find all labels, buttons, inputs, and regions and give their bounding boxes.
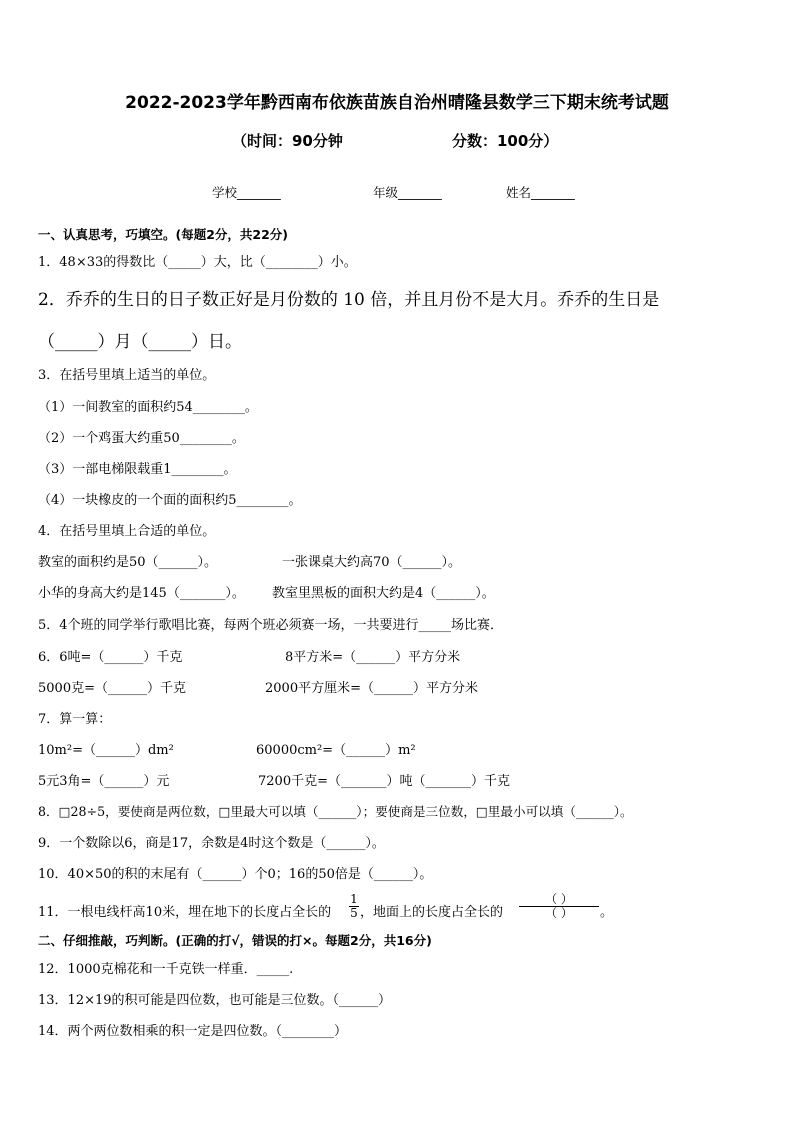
question-7-1: 10m²=（______）dm² (38, 743, 174, 758)
fraction-one-fifth (349, 893, 359, 920)
question-13: 13．12×19的积可能是四位数，也可能是三位数。（______） (38, 993, 392, 1008)
question-3: 3．在括号里填上适当的单位。 (38, 368, 216, 383)
page-title: 2022-2023学年黔西南布依族苗族自治州晴隆县数学三下期末统考试题 (125, 93, 669, 113)
school-field: 学校_______ (212, 185, 281, 200)
fraction-denominator: 5 (350, 906, 358, 920)
question-10: 10．40×50的积的末尾有（______）个0；16的50倍是（______）。 (38, 867, 433, 882)
question-4-4: 教室里黑板的面积大约是4（______）。 (272, 586, 495, 601)
fraction-numerator: 1 (350, 892, 358, 906)
question-3-4: （4）一块橡皮的一个面的面积约5________。 (38, 493, 302, 508)
question-4-1: 教室的面积约是50（______）。 (38, 555, 218, 570)
question-9: 9．一个数除以6，商是17，余数是4时这个数是（______）。 (38, 836, 385, 851)
question-7-3: 5元3角=（______）元 (38, 774, 170, 789)
question-6-4: 2000平方厘米=（______）平方分米 (265, 681, 478, 696)
grade-field: 年级_______ (373, 185, 442, 200)
question-5: 5．4个班的同学举行歌唱比赛，每两个班必须赛一场，一共要进行_____场比赛． (38, 618, 504, 633)
question-6-3: 5000克=（______）千克 (38, 681, 186, 696)
fraction-blank (519, 893, 599, 920)
question-4: 4．在括号里填上合适的单位。 (38, 524, 216, 539)
question-14: 14．两个两位数相乘的积一定是四位数。（________） (38, 1024, 348, 1039)
question-12: 12．1000克棉花和一千克铁一样重．_____. (38, 962, 294, 977)
question-3-1: （1）一间教室的面积约54________。 (38, 400, 258, 415)
time-label: （时间：90分钟 (232, 132, 343, 150)
question-7-2: 60000cm²=（______）m² (256, 743, 416, 758)
question-11-text: 11．一根电线杆高10米，埋在地下的长度占全长的 (38, 905, 332, 920)
question-8: 8．□28÷5，要使商是两位数，□里最大可以填（______）；要使商是三位数，□里最小可以填（______）。 (38, 804, 633, 819)
section-1-heading: 一、认真思考，巧填空。(每题2分，共22分) (38, 227, 289, 242)
question-2-line-1: 2．乔乔的生日的日子数正好是月份数的 10 倍，并且月份不是大月。乔乔的生日是 (38, 290, 660, 310)
fraction-blank-numerator: （ ） (545, 892, 573, 906)
fraction-blank-denominator: （ ） (545, 906, 573, 920)
name-field: 姓名_______ (506, 185, 575, 200)
score-label: 分数：100分） (452, 132, 559, 150)
question-7-4: 7200千克=（_______）吨（_______）千克 (258, 774, 510, 789)
question-4-2: 一张课桌大约高70（______）。 (282, 555, 462, 570)
question-11-text-2: ，地面上的长度占全长的 (360, 905, 504, 920)
question-3-2: （2）一个鸡蛋大约重50________。 (38, 431, 245, 446)
question-7: 7．算一算： (38, 712, 112, 727)
question-6-2: 8平方米=（______）平方分米 (285, 650, 461, 665)
question-1: 1．48×33的得数比（_____）大，比（________）小。 (38, 255, 357, 270)
question-2-line-2: （_____）月（_____）日。 (38, 332, 242, 352)
section-2-heading: 二、仔细推敲，巧判断。(正确的打√，错误的打×。每题2分，共16分) (38, 933, 432, 948)
question-11-end: 。 (600, 905, 614, 920)
question-4-3: 小华的身高大约是145（_______）。 (38, 586, 245, 601)
question-3-3: （3）一部电梯限载重1________。 (38, 462, 237, 477)
question-6-1: 6．6吨=（______）千克 (38, 650, 183, 665)
